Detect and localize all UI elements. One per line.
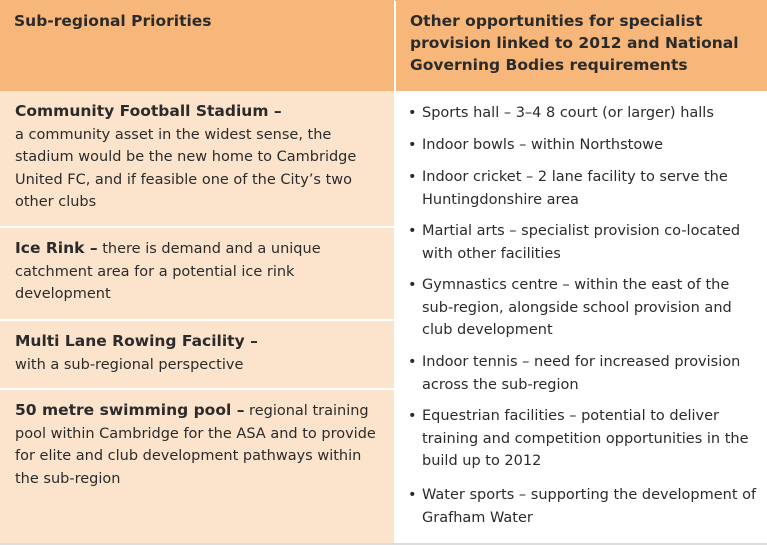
header-sub-regional-priorities: Sub-regional Priorities <box>0 0 395 91</box>
priority-text: regional training pool within Cambridge for the ASA and to provide for elite and club development pathways within the sub-region <box>15 403 376 487</box>
priority-title: Ice Rink – <box>15 239 98 257</box>
list-item: • Indoor bowls – within Northstowe <box>408 134 760 157</box>
priority-cell-football-stadium <box>0 91 395 228</box>
bullet-icon: • <box>408 408 417 424</box>
bullet-icon: • <box>408 223 417 239</box>
opportunities-column <box>396 91 767 545</box>
list-item: • Equestrian facilities – potential to deliver training and competition opportunities in the build up to 2012 <box>408 405 760 473</box>
list-item: • Indoor cricket – 2 lane facility to serve the Huntingdonshire area <box>408 166 760 211</box>
priority-cell-swimming-pool <box>0 390 395 545</box>
list-item: • Indoor tennis – need for increased provision across the sub-region <box>408 351 760 396</box>
bullet-icon: • <box>408 105 417 121</box>
bullet-icon: • <box>408 169 417 185</box>
priority-title: Community Football Stadium – <box>15 102 282 120</box>
list-item: • Water sports – supporting the development of Grafham Water <box>408 484 760 529</box>
priority-title: 50 metre swimming pool – <box>15 401 245 419</box>
bullet-icon: • <box>408 137 417 153</box>
bullet-icon: • <box>408 277 417 293</box>
bullet-icon: • <box>408 354 417 370</box>
header-other-opportunities: Other opportunities for specialist provision linked to 2012 and National Governing Bodies requirements <box>396 0 767 91</box>
priority-text: a community asset in the widest sense, the stadium would be the new home to Cambridge United FC, and if feasible one of the City’s two other clubs <box>15 126 357 210</box>
list-item: • Sports hall – 3–4 8 court (or larger) halls <box>408 102 760 125</box>
priorities-column <box>0 91 395 545</box>
priority-text: there is demand and a unique catchment area for a potential ice rink development <box>15 241 321 302</box>
list-item: • Martial arts – specialist provision co-located with other facilities <box>408 220 760 265</box>
priority-title: Multi Lane Rowing Facility – <box>15 332 258 350</box>
list-item: • Gymnastics centre – within the east of the sub-region, alongside school provision and club development <box>408 274 760 342</box>
bullet-icon: • <box>408 487 417 503</box>
priority-cell-rowing <box>0 321 395 390</box>
priority-text: with a sub-regional perspective <box>15 356 244 373</box>
priority-cell-ice-rink <box>0 228 395 321</box>
